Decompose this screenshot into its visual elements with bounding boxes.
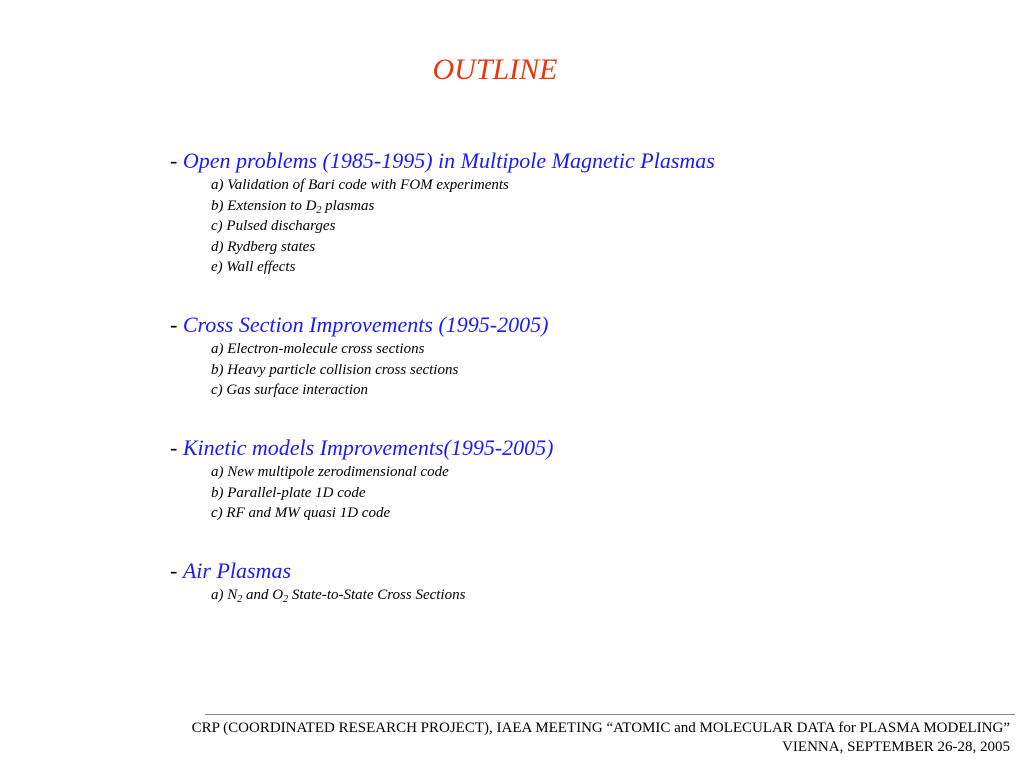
section-heading <box>170 148 990 174</box>
list-item: c) Gas surface interaction <box>211 382 369 398</box>
section-item-list <box>211 462 990 524</box>
list-item: a) Electron-molecule cross sections <box>211 341 425 357</box>
list-item: a) New multipole zerodimensional code <box>211 464 449 480</box>
slide-title: OUTLINE <box>432 53 558 86</box>
section-heading <box>170 312 990 338</box>
outline-section-air-plasmas <box>170 558 990 606</box>
outline-section-cross-section <box>170 312 990 401</box>
list-item: a) Validation of Bari code with FOM experiments <box>211 177 509 193</box>
list-item: e) Wall effects <box>211 259 296 275</box>
section-heading-text: Open problems (1985-1995) in Multipole Magnetic Plasmas <box>182 148 715 173</box>
list-item: b) Parallel-plate 1D code <box>211 484 366 501</box>
section-heading-text: Air Plasmas <box>182 558 292 583</box>
section-item-list <box>211 585 990 606</box>
list-item: c) Pulsed discharges <box>211 218 336 234</box>
list-item: d) Rydberg states <box>211 238 316 255</box>
section-item-list <box>211 339 990 401</box>
list-item: b) Heavy particle collision cross sections <box>211 361 459 378</box>
list-item: c) RF and MW quasi 1D code <box>211 505 391 521</box>
section-heading-text: Kinetic models Improvements(1995-2005) <box>182 435 554 460</box>
footer-location-date: VIENNA, SEPTEMBER 26-28, 2005 <box>782 739 1010 755</box>
footer-divider <box>205 714 1015 715</box>
list-item: a) $N_2$ and $O_2$ State-to-State Cross Sections <box>211 587 466 605</box>
section-item-list <box>211 175 990 278</box>
section-heading <box>170 558 990 584</box>
bullet-dash: - <box>170 435 178 460</box>
list-item: b) Extension to $D_2$ plasmas <box>211 197 375 216</box>
footer-meeting-title: CRP (COORDINATED RESEARCH PROJECT), IAEA MEETING “ATOMIC and MOLECULAR DATA for PLASMA MODELING” <box>191 720 1010 736</box>
section-heading-text: Cross Section Improvements (1995-2005) <box>182 312 549 337</box>
section-heading <box>170 435 990 461</box>
bullet-dash: - <box>170 148 178 173</box>
outline-section-kinetic-models <box>170 435 990 524</box>
outline-section-open-problems <box>170 148 990 278</box>
bullet-dash: - <box>170 558 178 583</box>
bullet-dash: - <box>170 312 178 337</box>
